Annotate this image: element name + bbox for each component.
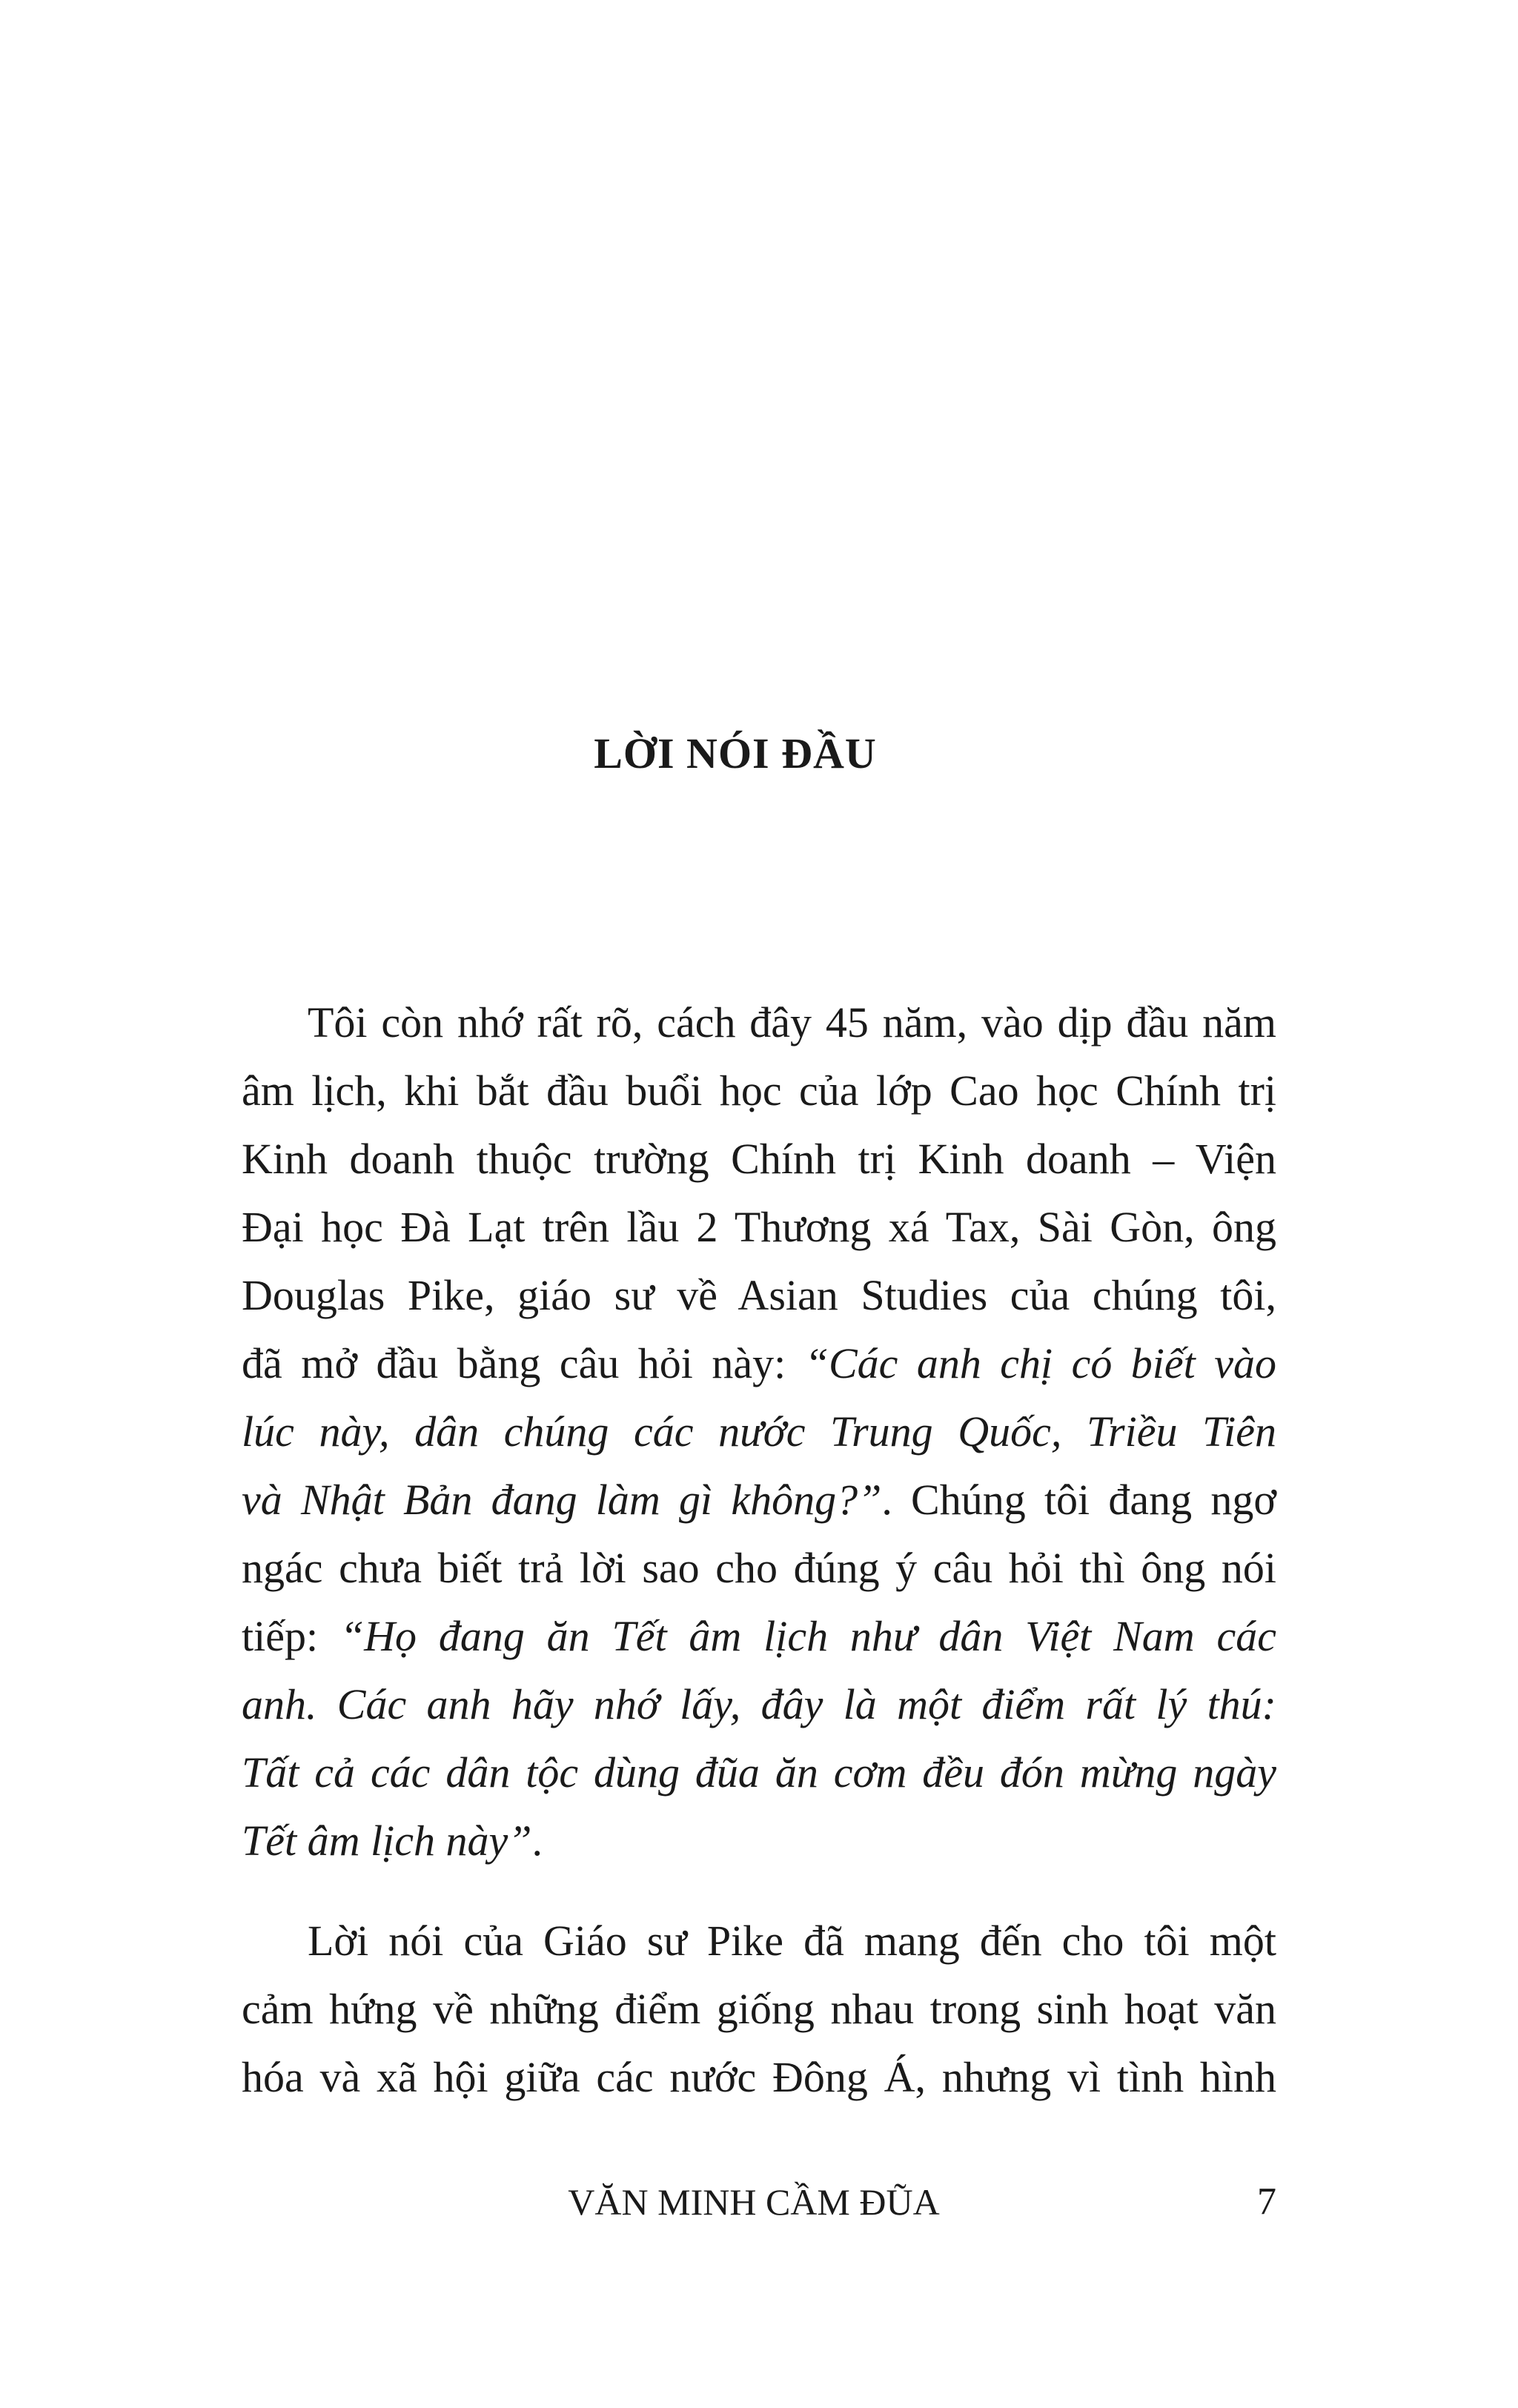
italic-quote-segment: anh. Các anh hãy nhớ lấy, đây là một điểm rất lý thú: (242, 1680, 1276, 1728)
text-line (242, 1739, 1276, 1807)
italic-quote-segment: “Họ đang ăn Tết âm lịch như dân Việt Nam các (339, 1612, 1276, 1660)
text-segment: Đại học Đà Lạt trên lầu 2 Thương xá Tax, Sài Gòn, ông (242, 1203, 1276, 1251)
text-line (242, 989, 1276, 1057)
text-segment: cảm hứng về những điểm giống nhau trong sinh hoạt văn (242, 1985, 1276, 2033)
text-segment: Kinh doanh thuộc trường Chính trị Kinh doanh – Viện (242, 1135, 1276, 1183)
text-line (242, 1807, 1276, 1875)
text-segment: Douglas Pike, giáo sư về Asian Studies của chúng tôi, (242, 1271, 1276, 1319)
text-segment: tiếp: (242, 1612, 340, 1660)
text-segment: . (531, 1817, 543, 1865)
text-segment: ngác chưa biết trả lời sao cho đúng ý câu hỏi thì ông nói (242, 1544, 1276, 1592)
text-line (242, 1330, 1276, 1398)
text-line (242, 1398, 1276, 1466)
text-line (242, 1534, 1276, 1602)
text-line (242, 1907, 1276, 1975)
text-segment: âm lịch, khi bắt đầu buổi học của lớp Cao học Chính trị (242, 1067, 1276, 1115)
text-line (242, 1261, 1276, 1330)
text-segment: Lời nói của Giáo sư Pike đã mang đến cho tôi một (308, 1917, 1276, 1965)
italic-quote-segment: và Nhật Bản đang làm gì không?” (242, 1476, 882, 1524)
running-footer-book-title: VĂN MINH CẦM ĐŨA (568, 2181, 940, 2223)
text-line (242, 1671, 1276, 1739)
text-segment: đã mở đầu bằng câu hỏi này: (242, 1339, 805, 1387)
italic-quote-segment: Tết âm lịch này” (242, 1817, 532, 1865)
italic-quote-segment: “Các anh chị có biết vào (804, 1339, 1276, 1387)
text-line (242, 1193, 1276, 1261)
text-segment: hóa và xã hội giữa các nước Đông Á, nhưng vì tình hình (242, 2053, 1276, 2101)
italic-quote-segment: lúc này, dân chúng các nước Trung Quốc, Triều Tiên (242, 1407, 1276, 1456)
text-line (242, 1466, 1276, 1534)
text-segment: Tôi còn nhớ rất rõ, cách đây 45 năm, vào dịp đầu năm (308, 998, 1276, 1047)
text-line (242, 1125, 1276, 1193)
paragraph-1 (242, 989, 1276, 1875)
paragraph-2 (242, 1907, 1276, 2112)
text-segment: . Chúng tôi đang ngơ (881, 1476, 1277, 1524)
italic-quote-segment: Tất cả các dân tộc dùng đũa ăn cơm đều đón mừng ngày (242, 1748, 1276, 1797)
text-line (242, 1057, 1276, 1125)
chapter-heading: LỜI NÓI ĐẦU (594, 729, 877, 777)
text-line (242, 1602, 1276, 1671)
text-line (242, 1975, 1276, 2043)
page-number: 7 (1257, 2180, 1276, 2223)
text-line (242, 2043, 1276, 2112)
